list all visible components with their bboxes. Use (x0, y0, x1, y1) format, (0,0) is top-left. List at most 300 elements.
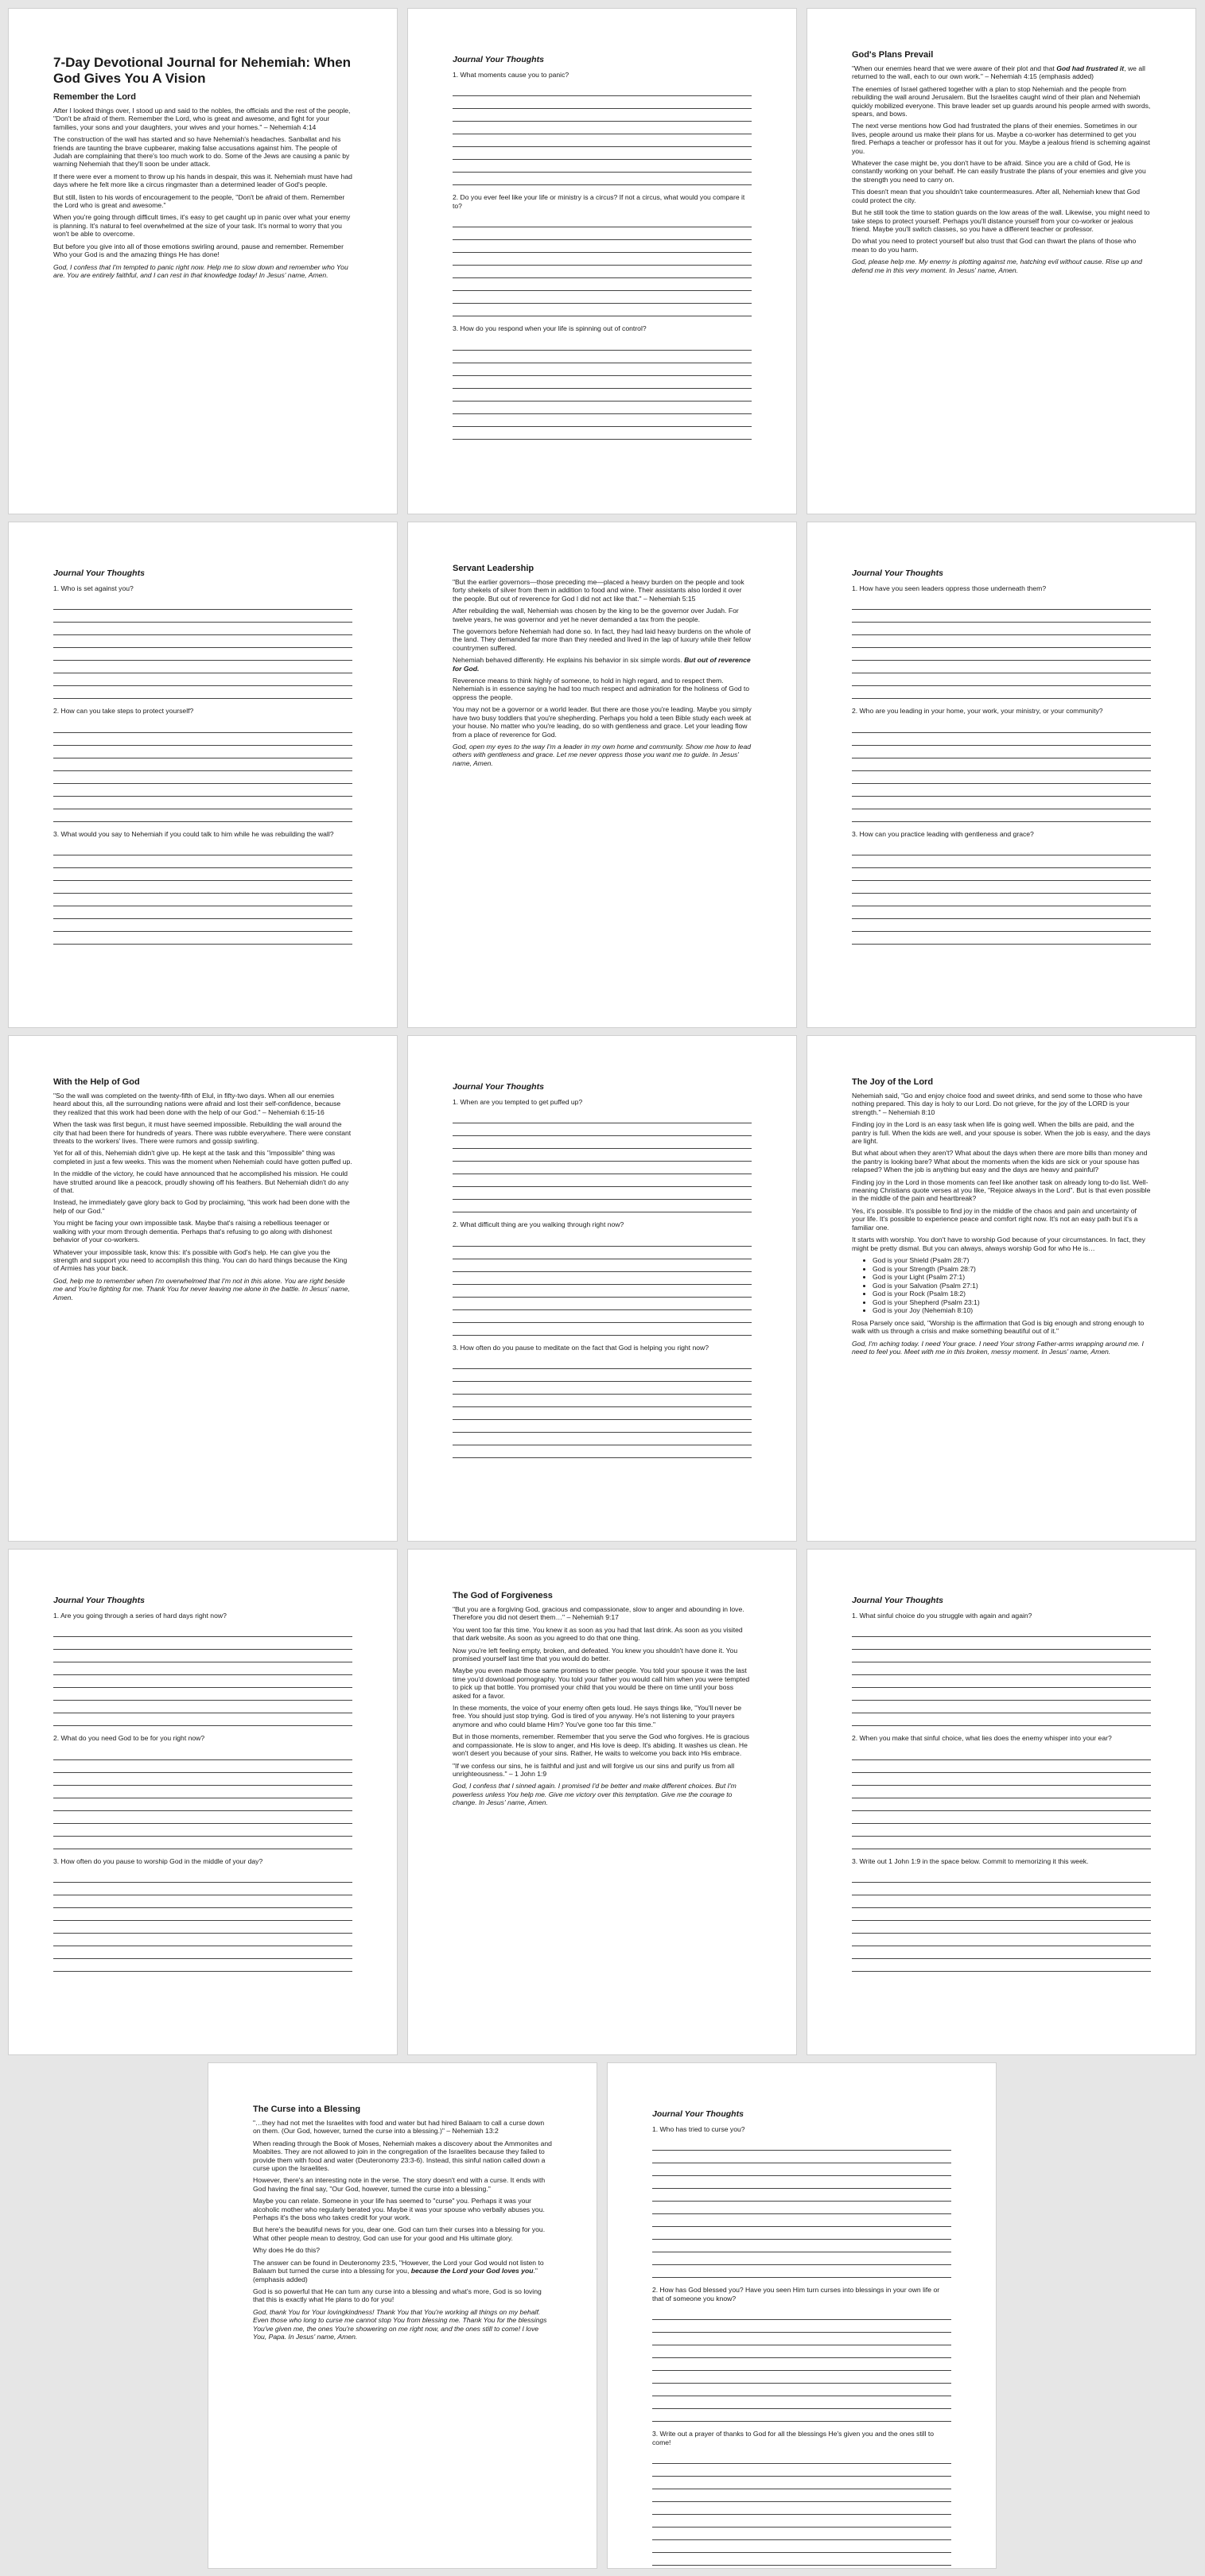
writing-line[interactable] (453, 83, 752, 96)
writing-line[interactable] (53, 1786, 352, 1798)
body-paragraph: Finding joy in the Lord is an easy task when life is going well. When the bills are paid, and the pantry is full. When the kids are well, and your spouse is sober. When the job is easy, and the days are light. (852, 1120, 1151, 1146)
body-paragraph: God is so powerful that He can turn any curse into a blessing and what's more, God is so loving that this is exactly what He plans to do for you! (253, 2287, 542, 2304)
writing-line[interactable] (652, 2371, 951, 2384)
body-paragraph: "But you are a forgiving God, gracious and compassionate, slow to anger and abounding in love. Therefore you did not desert them…" – Nehemiah 9:17 (453, 1605, 744, 1622)
writing-line[interactable] (652, 2528, 951, 2540)
body-paragraph: "So the wall was completed on the twenty-fifth of Elul, in fifty-two days. When all our enemies heard about this, all the surrounding nations were afraid and lost their self-confidence, because they realized that this work had been done with the help of our God." – Nehemiah 6:15-16 (53, 1092, 341, 1116)
writing-line[interactable] (53, 809, 352, 822)
writing-line[interactable] (852, 1773, 1151, 1786)
question-text: 3. How often do you pause to worship God in the middle of your day? (53, 1856, 263, 1865)
writing-line[interactable] (652, 2515, 951, 2528)
writing-line[interactable] (652, 2464, 951, 2477)
question-text: 2. What do you need God to be for you right now? (53, 1734, 205, 1743)
section-title: The Curse into a Blessing (253, 2105, 361, 2114)
writing-line[interactable] (453, 1382, 752, 1395)
writing-line[interactable] (453, 414, 752, 427)
journal-heading: Journal Your Thoughts (852, 1596, 943, 1605)
writing-line[interactable] (652, 2265, 951, 2278)
question-text: 1. What sinful choice do you struggle with again and again? (852, 1612, 1032, 1620)
body-paragraph: When you're going through difficult times, it's easy to get caught up in panic over what your enemy is planning. It's natural to feel overwhelmed at the size of your task. It's normal to worry that you won't be able to overcome. (53, 213, 351, 239)
writing-line[interactable] (852, 771, 1151, 784)
writing-line[interactable] (852, 1662, 1151, 1675)
journal-question (852, 830, 1151, 945)
writing-line[interactable] (652, 2240, 951, 2252)
emphasis-text: But out of reverence for God. (453, 656, 751, 673)
journal-page (807, 522, 1196, 1028)
writing-line[interactable] (453, 1123, 752, 1136)
writing-line[interactable] (852, 648, 1151, 661)
writing-line[interactable] (453, 1247, 752, 1259)
writing-line[interactable] (852, 597, 1151, 610)
writing-line[interactable] (53, 686, 352, 699)
journal-question (53, 830, 352, 945)
writing-line[interactable] (652, 2138, 951, 2151)
writing-line[interactable] (453, 363, 752, 376)
writing-line[interactable] (453, 291, 752, 304)
writing-line[interactable] (453, 1323, 752, 1336)
writing-line[interactable] (852, 1701, 1151, 1713)
writing-line[interactable] (53, 1921, 352, 1934)
writing-line[interactable] (852, 1837, 1151, 1849)
writing-line[interactable] (852, 720, 1151, 733)
journal-heading: Journal Your Thoughts (53, 1596, 145, 1605)
devotion-page (807, 1035, 1196, 1542)
writing-line[interactable] (453, 240, 752, 253)
section-title: With the Help of God (53, 1077, 140, 1087)
journal-question (453, 1344, 752, 1458)
writing-line[interactable] (453, 427, 752, 440)
writing-line[interactable] (652, 2320, 951, 2333)
writing-line[interactable] (53, 1760, 352, 1773)
writing-line[interactable] (852, 758, 1151, 771)
question-text: 1. Who is set against you? (53, 584, 134, 592)
writing-line[interactable] (852, 1760, 1151, 1773)
writing-line[interactable] (453, 1259, 752, 1272)
writing-line[interactable] (53, 733, 352, 746)
writing-line[interactable] (53, 720, 352, 733)
journal-heading: Journal Your Thoughts (453, 55, 544, 64)
prayer-text: God, open my eyes to the way I'm a leader in my own home and community. Show me how to lead others with gentleness and grace. Let me never oppress those you want me to guide. In Jesus' name, Amen. (453, 742, 752, 767)
writing-line[interactable] (53, 623, 352, 635)
writing-line[interactable] (453, 134, 752, 147)
writing-line[interactable] (453, 1420, 752, 1433)
writing-line[interactable] (652, 2540, 951, 2553)
writing-line[interactable] (53, 610, 352, 623)
writing-line[interactable] (453, 1298, 752, 1310)
writing-line[interactable] (852, 610, 1151, 623)
writing-line[interactable] (652, 2384, 951, 2396)
writing-line[interactable] (852, 855, 1151, 868)
writing-line[interactable] (652, 2409, 951, 2422)
writing-line[interactable] (852, 1811, 1151, 1824)
devotion-page (807, 8, 1196, 514)
writing-line[interactable] (53, 1934, 352, 1946)
writing-line[interactable] (53, 1959, 352, 1972)
writing-line[interactable] (53, 661, 352, 673)
writing-line[interactable] (852, 906, 1151, 919)
body-paragraph: You might be facing your own impossible task. Maybe that's raising a rebellious teenager or walking with your mom through dementia. Perhaps that's refusing to go along with dishonest behavior of your co-workers. (53, 1219, 332, 1244)
body-paragraph: Whatever the case might be, you don't have to be afraid. Since you are a child of God, He is constantly working on your behalf. He can easily frustrate the plans of your enemies and give you the strength you need to carry on. (852, 159, 1146, 184)
journal-question (53, 1857, 352, 1972)
list-item: • God is your Salvation (Psalm 27:1) (873, 1282, 1151, 1290)
body-paragraph: When the task was first begun, it must have seemed impossible. Rebuilding the wall around the city that had been there for hundreds of years. There was rubble everywhere. There were constant threats to the workers' lives. There were rumors and gossip swirling. (53, 1120, 352, 1146)
document-title: 7-Day Devotional Journal for Nehemiah: When God Gives You A Vision (53, 55, 352, 86)
writing-line[interactable] (652, 2151, 951, 2163)
writing-line[interactable] (53, 1798, 352, 1811)
writing-line[interactable] (852, 1824, 1151, 1837)
writing-line[interactable] (453, 278, 752, 291)
body-paragraph: If there were ever a moment to throw up his hands in despair, this was it. Nehemiah must have had days where he felt more like a circus ringmaster than a determined leader of God's people. (53, 172, 352, 189)
writing-line[interactable] (852, 784, 1151, 797)
writing-line[interactable] (852, 733, 1151, 746)
writing-line[interactable] (453, 1433, 752, 1445)
writing-line[interactable] (453, 338, 752, 351)
devotion-page (407, 522, 797, 1028)
body-paragraph: "…they had not met the Israelites with food and water but had hired Balaam to call a curse down on them. (Our God, however, turned the curse into a blessing.)" – Nehemiah 13:2 (253, 2119, 545, 2136)
journal-question (453, 193, 752, 316)
journal-question (652, 2430, 951, 2569)
writing-line[interactable] (852, 881, 1151, 894)
writing-line[interactable] (852, 1946, 1151, 1959)
writing-line[interactable] (53, 1637, 352, 1650)
writing-line[interactable] (53, 1883, 352, 1895)
journal-heading: Journal Your Thoughts (453, 1082, 544, 1092)
writing-line[interactable] (53, 1811, 352, 1824)
writing-line[interactable] (453, 173, 752, 185)
writing-line[interactable] (852, 746, 1151, 758)
writing-line[interactable] (53, 1624, 352, 1637)
devotion-page (8, 1035, 398, 1542)
body-paragraph: Do what you need to protect yourself but also trust that God can thwart the plans of those who mean to do you harm. (852, 237, 1137, 254)
writing-line[interactable] (53, 1895, 352, 1908)
writing-line[interactable] (852, 1883, 1151, 1895)
body-paragraph: Finding joy in the Lord in those moments can feel like another task on already long to-do list. Well-meaning Christians quote verses at you like, "Rejoice always in the Lord". But is that even possible in the middle of the pain and heartbreak? (852, 1177, 1151, 1203)
writing-line[interactable] (852, 932, 1151, 945)
body-paragraph: Why does He do this? (253, 2246, 321, 2255)
writing-line[interactable] (453, 1310, 752, 1323)
list-item: • God is your Shield (Psalm 28:7) (873, 1256, 1151, 1265)
body-paragraph: The governors before Nehemiah had done so. In fact, they had laid heavy burdens on the whole of the land. They demanded far more than they needed and lived in the lap of luxury while their fellow countrymen suffered. (453, 627, 751, 652)
body-paragraph: Whatever your impossible task, know this: it's possible with God's help. He can give you the strength and support you need to accomplish this thing. You can do hard things because the King of Armies has your back. (53, 1247, 348, 1273)
writing-line[interactable] (453, 1111, 752, 1123)
body-paragraph: Nehemiah behaved differently. He explains his behavior in six simple words. But out of reverence for God. (453, 656, 751, 673)
writing-line[interactable] (852, 661, 1151, 673)
writing-line[interactable] (453, 1369, 752, 1382)
writing-line[interactable] (652, 2252, 951, 2265)
writing-line[interactable] (852, 1934, 1151, 1946)
question-text: 1. When are you tempted to get puffed up? (453, 1098, 583, 1106)
prayer-text: God, help me to remember when I'm overwhelmed that I'm not in this alone. You are right beside me and You're fighting for me. Thank You for never leaving me alone in the battle. In Jesus' name, Amen. (53, 1276, 350, 1302)
writing-line[interactable] (852, 1624, 1151, 1637)
writing-line[interactable] (652, 2489, 951, 2502)
body-paragraph: Now you're left feeling empty, broken, and defeated. You knew you shouldn't have done it. You promised yourself last time that you would do better. (453, 1646, 738, 1663)
body-paragraph: The answer can be found in Deuteronomy 23:5, "However, the Lord your God would not listen to Balaam but turned the curse into a blessing for you, because the Lord your God loves you." (emphasis added) (253, 2258, 544, 2283)
writing-line[interactable] (53, 1662, 352, 1675)
writing-line[interactable] (453, 266, 752, 278)
writing-line[interactable] (53, 1837, 352, 1849)
journal-question (453, 71, 752, 185)
writing-line[interactable] (852, 635, 1151, 648)
writing-line[interactable] (652, 2333, 951, 2345)
writing-line[interactable] (852, 1908, 1151, 1921)
writing-line[interactable] (453, 1272, 752, 1285)
prayer-text: God, please help me. My enemy is plotting against me, hatching evil without cause. Rise up and defend me in this very moment. In Jesus' name, Amen. (852, 258, 1142, 274)
writing-line[interactable] (852, 843, 1151, 855)
writing-line[interactable] (453, 376, 752, 389)
question-text: 2. How can you take steps to protect yourself? (53, 707, 194, 716)
writing-line[interactable] (53, 1946, 352, 1959)
question-text: 3. Write out 1 John 1:9 in the space below. Commit to memorizing it this week. (852, 1856, 1089, 1865)
writing-line[interactable] (652, 2358, 951, 2371)
writing-line[interactable] (53, 797, 352, 809)
writing-line[interactable] (852, 894, 1151, 906)
prayer-text: God, I confess that I'm tempted to panic right now. Help me to slow down and remember who You are. You are entirely faithful, and I can rest in that knowledge today! In Jesus' name, Amen. (53, 262, 348, 279)
writing-line[interactable] (652, 2396, 951, 2409)
writing-line[interactable] (852, 809, 1151, 822)
body-paragraph: After I looked things over, I stood up and said to the nobles, the officials and the rest of the people, "Don't be afraid of them. Remember the Lord, who is great and awesome, and fight for your families, your sons and your daughters, your wives and your homes." – Nehemiah 4:14 (53, 107, 351, 131)
writing-line[interactable] (453, 402, 752, 414)
body-paragraph: "But the earlier governors—those preceding me—placed a heavy burden on the people and took forty shekels of silver from them in addition to food and wine. Their assistants also lorded it over the people. But out of reverence for God I did not act like that." – Nehemiah 5:15 (453, 578, 744, 603)
writing-line[interactable] (453, 96, 752, 109)
question-text: 3. How often do you pause to meditate on the fact that God is helping you right now? (453, 1343, 709, 1352)
writing-line[interactable] (852, 1637, 1151, 1650)
writing-line[interactable] (852, 1895, 1151, 1908)
writing-line[interactable] (652, 2307, 951, 2320)
prayer-text: God, thank You for Your lovingkindness! Thank You that You're working all things on my behalf. Even those who long to curse me cannot stop You from blessing me. Thank You for the blessings You've given me, the ones You're showering on me right now, and the ones still to come! I love You, Papa. In Jesus' name, Amen. (253, 2307, 547, 2341)
body-paragraph: In these moments, the voice of your enemy often gets loud. He says things like, "You'll never be free. You should just stop trying. God is tired of you anyway. He's not listening to your prayers anymore and who could blame Him? You've gone too far this time." (453, 1704, 742, 1728)
writing-line[interactable] (53, 1713, 352, 1726)
writing-line[interactable] (453, 1285, 752, 1298)
writing-line[interactable] (652, 2566, 951, 2569)
journal-question (53, 584, 352, 699)
writing-line[interactable] (453, 1234, 752, 1247)
writing-line[interactable] (453, 227, 752, 240)
body-paragraph: The construction of the wall has started and so have Nehemiah's headaches. Sanballat and his friends are taunting the brave cupbearer, making false accusations against him. The people of Judah are complaining that there's too much work to do. Some of the Jews are causing a panic by warning Nehemiah that they'll soon be under attack. (53, 135, 350, 169)
question-text: 1. Who has tried to curse you? (652, 2125, 745, 2133)
writing-line[interactable] (453, 1356, 752, 1369)
body-paragraph: But what about when they aren't? What about the days when there are more bills than money and the pantry is looking bare? What about the moments when the kids are sick or your spouse has relapsed? When the job is anything but easy and the days are heavy and painful? (852, 1149, 1148, 1174)
writing-line[interactable] (852, 1959, 1151, 1972)
list-item: • God is your Shepherd (Psalm 23:1) (873, 1298, 1151, 1307)
writing-line[interactable] (652, 2202, 951, 2214)
names-of-god-list (852, 1256, 1151, 1315)
question-text: 1. What moments cause you to panic? (453, 71, 569, 79)
writing-line[interactable] (852, 919, 1151, 932)
writing-line[interactable] (53, 673, 352, 686)
writing-line[interactable] (453, 1174, 752, 1187)
writing-line[interactable] (53, 1701, 352, 1713)
question-text: 2. Do you ever feel like your life or ministry is a circus? If not a circus, what would you compare it to? (453, 193, 745, 210)
question-text: 2. Who are you leading in your home, your work, your ministry, or your community? (852, 707, 1103, 716)
journal-question (53, 1734, 352, 1849)
writing-line[interactable] (53, 906, 352, 919)
writing-line[interactable] (652, 2477, 951, 2489)
question-text: 2. What difficult thing are you walking through right now? (453, 1220, 624, 1229)
writing-line[interactable] (652, 2176, 951, 2189)
journal-question (453, 1098, 752, 1212)
body-paragraph: The next verse mentions how God had frustrated the plans of their enemies. Sometimes in our lives, people around us make their plans for us. Maybe a co-worker has determined to get you fired. Perhaps a teacher or professor has it out for you. Maybe a jealous friend is scheming against you. (852, 122, 1150, 155)
journal-heading: Journal Your Thoughts (53, 568, 145, 578)
question-text: 2. When you make that sinful choice, what lies does the enemy whisper into your ear? (852, 1734, 1112, 1743)
writing-line[interactable] (53, 1824, 352, 1837)
writing-line[interactable] (453, 1136, 752, 1149)
prayer-text: God, I'm aching today. I need Your grace. I need Your strong Father-arms wrapping around me. I need to feel you. Meet with me in this broken, messy moment. In Jesus' name, Amen. (852, 1339, 1144, 1356)
writing-line[interactable] (852, 673, 1151, 686)
journal-question (852, 1734, 1151, 1849)
writing-line[interactable] (652, 2451, 951, 2464)
writing-line[interactable] (53, 932, 352, 945)
writing-line[interactable] (53, 855, 352, 868)
question-text: 3. How do you respond when your life is spinning out of control? (453, 324, 647, 333)
writing-line[interactable] (652, 2189, 951, 2202)
journal-question (453, 324, 752, 439)
journal-page (8, 522, 398, 1028)
section-title: The Joy of the Lord (852, 1077, 934, 1087)
writing-line[interactable] (852, 1713, 1151, 1726)
list-item: • God is your Rock (Psalm 18:2) (873, 1290, 1151, 1298)
body-paragraph: This doesn't mean that you shouldn't take countermeasures. After all, Nehemiah knew that God could protect the city. (852, 188, 1141, 204)
writing-line[interactable] (53, 771, 352, 784)
writing-line[interactable] (53, 635, 352, 648)
body-paragraph: Reverence means to think highly of someone, to hold in high regard, and to respect them. Nehemiah is in essence saying he had too much respect and admiration for the holiness of God to oppress the people. (453, 677, 750, 701)
writing-line[interactable] (852, 1748, 1151, 1760)
journal-question (53, 1612, 352, 1726)
writing-line[interactable] (852, 1870, 1151, 1883)
writing-line[interactable] (53, 1908, 352, 1921)
question-text: 2. How has God blessed you? Have you seen Him turn curses into blessings in your own life or that of someone you know? (652, 2286, 940, 2302)
body-paragraph: The enemies of Israel gathered together with a plan to stop Nehemiah and the people from rebuilding the wall around Jerusalem. But the Israelites caught wind of their plan and Nehemiah quickly mobilized everyone. This brave leader set up guards around his people armed with swords, spears, and bows. (852, 84, 1151, 118)
writing-line[interactable] (852, 623, 1151, 635)
body-paragraph: In the middle of the victory, he could have announced that he accomplished his mission. He could have strutted around like a peacock, proudly showing off his feathers. But Nehemiah didn't do any of that. (53, 1170, 349, 1195)
writing-line[interactable] (53, 758, 352, 771)
writing-line[interactable] (453, 304, 752, 316)
journal-question (652, 2125, 951, 2278)
writing-line[interactable] (852, 797, 1151, 809)
writing-line[interactable] (453, 351, 752, 363)
writing-line[interactable] (53, 597, 352, 610)
writing-line[interactable] (53, 648, 352, 661)
writing-line[interactable] (453, 1445, 752, 1458)
writing-line[interactable] (852, 1798, 1151, 1811)
list-item: • God is your Joy (Nehemiah 8:10) (873, 1306, 1151, 1315)
writing-line[interactable] (53, 1748, 352, 1760)
body-paragraph: When reading through the Book of Moses, Nehemiah makes a discovery about the Ammonites and Moabites. They are not allowed to join in the congregation of the Israelites because they failed to provide them with food and water (Deuteronomy 23:3-6). Instead, this sinful nation called down a curse upon the Israelites. (253, 2139, 552, 2173)
journal-question (852, 707, 1151, 821)
writing-line[interactable] (453, 160, 752, 173)
writing-line[interactable] (453, 1200, 752, 1212)
writing-line[interactable] (652, 2163, 951, 2176)
writing-line[interactable] (453, 215, 752, 227)
writing-line[interactable] (652, 2227, 951, 2240)
writing-line[interactable] (453, 389, 752, 402)
body-paragraph: Nehemiah said, "Go and enjoy choice food and sweet drinks, and send some to those who have nothing prepared. This day is holy to our Lord. Do not grieve, for the joy of the LORD is your strength." – Nehemiah 8:10 (852, 1092, 1143, 1116)
devotion-page (407, 1549, 797, 2055)
writing-line[interactable] (453, 1187, 752, 1200)
body-paragraph: After rebuilding the wall, Nehemiah was chosen by the king to be the governor over Judah. For twelve years, he was governor and yet he never demanded a tax from the people. (453, 607, 739, 623)
writing-line[interactable] (53, 868, 352, 881)
writing-line[interactable] (852, 868, 1151, 881)
writing-line[interactable] (652, 2502, 951, 2515)
writing-line[interactable] (852, 1786, 1151, 1798)
journal-page (407, 8, 797, 514)
writing-line[interactable] (453, 253, 752, 266)
writing-line[interactable] (852, 1650, 1151, 1662)
devotion-page (208, 2062, 597, 2569)
writing-line[interactable] (652, 2345, 951, 2358)
writing-line[interactable] (53, 1688, 352, 1701)
body-paragraph: It starts with worship. You don't have to worship God because of your circumstances. In fact, they might be pretty dismal. But you can always, always worship God for who He is… (852, 1236, 1145, 1252)
section-title: The God of Forgiveness (453, 1591, 553, 1600)
writing-line[interactable] (53, 919, 352, 932)
writing-line[interactable] (53, 746, 352, 758)
body-paragraph: But still, listen to his words of encouragement to the people, "Don't be afraid of them. Remember the Lord who is great and awesome." (53, 192, 345, 210)
journal-page (407, 1035, 797, 1542)
writing-line[interactable] (852, 1921, 1151, 1934)
question-text: 3. Write out a prayer of thanks to God for all the blessings He's given you and the ones still to come! (652, 2430, 935, 2446)
section-title: Servant Leadership (453, 564, 534, 573)
body-paragraph: "If we confess our sins, he is faithful and just and will forgive us our sins and purify us from all unrighteousness." – 1 John 1:9 (453, 1761, 735, 1778)
journal-heading: Journal Your Thoughts (652, 2109, 744, 2119)
question-text: 3. What would you say to Nehemiah if you could talk to him while he was rebuilding the wall? (53, 829, 334, 838)
emphasis-text: because the Lord your God loves you (410, 2267, 534, 2275)
body-paragraph: Rosa Parsely once said, "Worship is the affirmation that God is big enough and strong enough to walk with us through a crisis and make something beautiful out of it." (852, 1319, 1145, 1336)
journal-page (807, 1549, 1196, 2055)
question-text: 1. How have you seen leaders oppress those underneath them? (852, 584, 1047, 592)
writing-line[interactable] (852, 686, 1151, 699)
question-text: 3. How can you practice leading with gentleness and grace? (852, 829, 1034, 838)
writing-line[interactable] (652, 2553, 951, 2566)
writing-line[interactable] (53, 843, 352, 855)
body-paragraph: You went too far this time. You knew it as soon as you had that last drink. As soon as you visited that dark website. As soon as you agreed to do that one thing. (453, 1625, 743, 1643)
writing-line[interactable] (53, 784, 352, 797)
journal-question (53, 707, 352, 821)
writing-line[interactable] (53, 1675, 352, 1688)
writing-line[interactable] (852, 1675, 1151, 1688)
writing-line[interactable] (53, 894, 352, 906)
writing-line[interactable] (453, 1407, 752, 1420)
body-paragraph: "When our enemies heard that we were aware of their plot and that God had frustrated it, we all returned to the wall, each to our own work." – Nehemiah 4:15 (emphasis added) (852, 64, 1145, 81)
writing-line[interactable] (453, 1149, 752, 1162)
writing-line[interactable] (453, 147, 752, 160)
writing-line[interactable] (53, 1650, 352, 1662)
body-paragraph: But in those moments, remember. Remember that you serve the God who forgives. He is gracious and compassionate. He is slow to anger, and His love is deep. It's abiding. It washes us clean. He won't desert you because of your sins. Rather, He waits to welcome you back into His embrace. (453, 1732, 750, 1758)
writing-line[interactable] (53, 881, 352, 894)
writing-line[interactable] (852, 1688, 1151, 1701)
emphasis-text: God had frustrated it (1056, 64, 1125, 72)
body-paragraph: But here's the beautiful news for you, dear one. God can turn their curses into a blessing for you. What other people mean to destroy, God can use for your good and His ultimate glory. (253, 2225, 546, 2242)
writing-line[interactable] (53, 1773, 352, 1786)
writing-line[interactable] (453, 1162, 752, 1174)
body-paragraph: Yes, it's possible. It's possible to find joy in the middle of the chaos and pain and uncertainty of your life. It's possible to experience peace and comfort right now. It's not an easy path but it's a familiar one. (852, 1206, 1138, 1232)
list-item: • God is your Strength (Psalm 28:7) (873, 1265, 1151, 1274)
writing-line[interactable] (453, 109, 752, 122)
section-title: God's Plans Prevail (852, 50, 934, 60)
writing-line[interactable] (453, 122, 752, 134)
body-paragraph: Maybe you even made those same promises to other people. You told your spouse it was the last time you'd download pornography. You told your father you would call him when you were tempted to pick up that bottle. You promised your child that you would be there on time until your boss asked for a favor. (453, 1666, 750, 1700)
writing-line[interactable] (453, 1395, 752, 1407)
writing-line[interactable] (53, 1870, 352, 1883)
body-paragraph: Maybe you can relate. Someone in your life has seemed to "curse" you. Perhaps it was your alcoholic mother who regularly berated you. Maybe it was your spouse who verbally abuses you. Perhaps it's the boss who takes credit for your work. (253, 2197, 545, 2222)
journal-question (652, 2286, 951, 2422)
journal-page (8, 1549, 398, 2055)
body-paragraph: You may not be a governor or a world leader. But there are those you're leading. Maybe you simply have two busy toddlers that you're shepherding. Perhaps you hold a teen Bible study each week at your house. No matter who you're leading, do so with gentleness and grace. Let your leading flow from a place of reverence for God. (453, 705, 752, 739)
writing-line[interactable] (652, 2214, 951, 2227)
body-paragraph: But he still took the time to station guards on the low areas of the wall. Likewise, you might need to take steps to protect yourself. Perhaps you'll distance yourself from your co-worker or jealous friend. Maybe you'll switch classes, so you have a different teacher or professor. (852, 208, 1150, 233)
body-paragraph: However, there's an interesting note in the verse. The story doesn't end with a curse. It ends with God having the final say, "Our God, however, turned the curse into a blessing." (253, 2176, 546, 2193)
journal-heading: Journal Your Thoughts (852, 568, 943, 578)
body-paragraph: Instead, he immediately gave glory back to God by proclaiming, "this work had been done with the help of our God." (53, 1198, 350, 1215)
body-paragraph: Yet for all of this, Nehemiah didn't give up. He kept at the task and this "impossible" thing was completed in just a few weeks. This was the moment when Nehemiah could have gotten puffed up. (53, 1149, 352, 1166)
